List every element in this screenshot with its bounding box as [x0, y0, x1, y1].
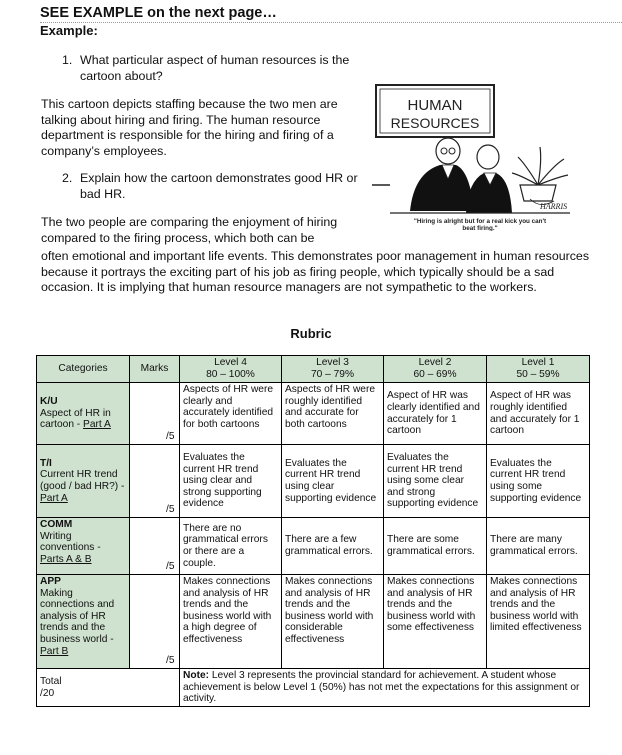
question-text: What particular aspect of human resources is the cartoon about?	[80, 53, 350, 83]
question-number: 2.	[62, 171, 73, 185]
level-1-descriptor: Evaluates the current HR trend using some supporting evidence	[487, 445, 590, 518]
rubric-total-row	[37, 669, 590, 707]
level-4-descriptor: Makes connections and analysis of HR trends and the business world with a high degree of effectiveness	[180, 575, 282, 669]
cartoon-caption-1: "Hiring is alright but for a real kick you can't	[413, 218, 547, 225]
category-text: Current HR trend (good / bad HR?) -	[40, 469, 125, 492]
note-label: Note:	[183, 670, 210, 681]
level-1-descriptor: Makes connections and analysis of HR trends and the business world with limited effectiveness	[487, 575, 590, 669]
level-label: Level 2	[418, 357, 452, 369]
level-3-descriptor: Evaluates the current HR trend using clear supporting evidence	[282, 445, 384, 518]
category-code: T/I	[40, 457, 52, 469]
total-value: /20	[40, 687, 55, 699]
level-2-descriptor: Aspect of HR was clearly identified and accurately for 1 cartoon	[384, 383, 487, 445]
level-range: 50 – 59%	[516, 369, 560, 380]
level-4-descriptor: There are no grammatical errors or there are a couple.	[180, 518, 282, 575]
rubric-row-comm	[37, 518, 590, 575]
category-cell	[37, 518, 130, 575]
rubric-header-row	[37, 356, 590, 383]
rubric-row-app	[37, 575, 590, 669]
header-marks: Marks	[130, 356, 180, 383]
answer-2-part-1: The two people are comparing the enjoyment of hiring compared to the firing process, which both can be	[41, 215, 338, 245]
level-2-descriptor: Makes connections and analysis of HR trends and the business world with some effectiveness	[384, 575, 487, 669]
header-level-1	[487, 356, 590, 383]
cartoon-caption-2: beat firing."	[462, 225, 498, 231]
rubric-row-ti	[37, 445, 590, 518]
marks-cell	[130, 518, 180, 575]
level-range: 80 – 100%	[206, 369, 255, 380]
marks-cell	[130, 575, 180, 669]
category-text: Making connections and analysis of HR trends and the business world -	[40, 587, 115, 645]
level-1-descriptor: There are many grammatical errors.	[487, 518, 590, 575]
level-label: Level 1	[521, 357, 555, 369]
level-2-descriptor: Evaluates the current HR trend using some clear and strong supporting evidence	[384, 445, 487, 518]
category-cell	[37, 383, 130, 445]
note-cell	[180, 669, 590, 707]
category-text: Aspect of HR in cartoon -	[40, 407, 111, 431]
marks-value: /5	[166, 655, 175, 667]
category-code: APP	[40, 576, 61, 587]
sign-text-2: RESOURCES	[390, 115, 480, 131]
category-cell	[37, 575, 130, 669]
category-cell	[37, 445, 130, 518]
rubric-row-ku	[37, 383, 590, 445]
level-range: 60 – 69%	[413, 369, 457, 380]
category-part: Part A	[40, 492, 68, 504]
header-level-3	[282, 356, 384, 383]
header-categories: Categories	[37, 356, 130, 383]
level-1-descriptor: Aspect of HR was roughly identified and accurately for 1 cartoon	[487, 383, 590, 445]
marks-cell	[130, 445, 180, 518]
level-3-descriptor: Makes connections and analysis of HR trends and the business world with considerable effectiveness	[282, 575, 384, 669]
marks-cell	[130, 383, 180, 445]
cartoon-drawing	[370, 81, 582, 231]
header-level-2	[384, 356, 487, 383]
marks-value: /5	[166, 431, 175, 443]
level-label: Level 4	[214, 357, 247, 369]
answer-2-part-2: often emotional and important life events. This demonstrates poor management in human resources because it portrays the exciting part of his job as firing people, which typically should be a sad occasion. It is implying that human resource managers are not sympathetic to the workers.	[41, 249, 590, 294]
level-3-descriptor: There are a few grammatical errors.	[282, 518, 384, 575]
question-2	[62, 171, 362, 202]
level-2-descriptor: There are some grammatical errors.	[384, 518, 487, 575]
sign-text-1: HUMAN	[407, 97, 463, 114]
marks-value: /5	[166, 561, 175, 573]
level-label: Level 3	[316, 357, 349, 369]
category-code: COMM	[40, 519, 73, 530]
category-part: Part A	[83, 419, 111, 431]
level-range: 70 – 79%	[310, 369, 355, 380]
category-text: Writing conventions -	[40, 530, 101, 554]
page-title: SEE EXAMPLE on the next page…	[40, 5, 277, 21]
level-4-descriptor: Evaluates the current HR trend using clear and strong supporting evidence	[180, 445, 282, 518]
rubric-title: Rubric	[290, 326, 332, 341]
category-part: Parts A & B	[40, 553, 92, 565]
question-text: Explain how the cartoon demonstrates good HR or bad HR.	[80, 171, 358, 201]
question-number: 1.	[62, 53, 73, 67]
note-text: Level 3 represents the provincial standard for achievement. A student whose achievement is below Level 1 (50%) has not met the expectations for this assignment or activity.	[183, 670, 580, 705]
divider	[40, 22, 622, 23]
category-code: K/U	[40, 396, 58, 408]
level-3-descriptor: Aspects of HR were roughly identified and accurate for both cartoons	[282, 383, 384, 445]
example-label: Example:	[40, 23, 98, 38]
hr-cartoon	[370, 81, 582, 231]
cartoon-signature: HARRIS	[540, 202, 568, 211]
answer-1: This cartoon depicts staffing because the two men are talking about hiring and firing. The human resource department is responsible for the hiring and firing of a company’s employees.	[41, 97, 338, 158]
marks-value: /5	[166, 504, 175, 516]
question-1	[62, 53, 362, 84]
level-4-descriptor: Aspects of HR were clearly and accurately identified for both cartoons	[180, 383, 282, 445]
category-part: Part B	[40, 645, 69, 657]
header-level-4	[180, 356, 282, 383]
rubric-table	[36, 355, 590, 707]
total-cell	[37, 669, 180, 707]
total-label: Total	[40, 675, 62, 687]
